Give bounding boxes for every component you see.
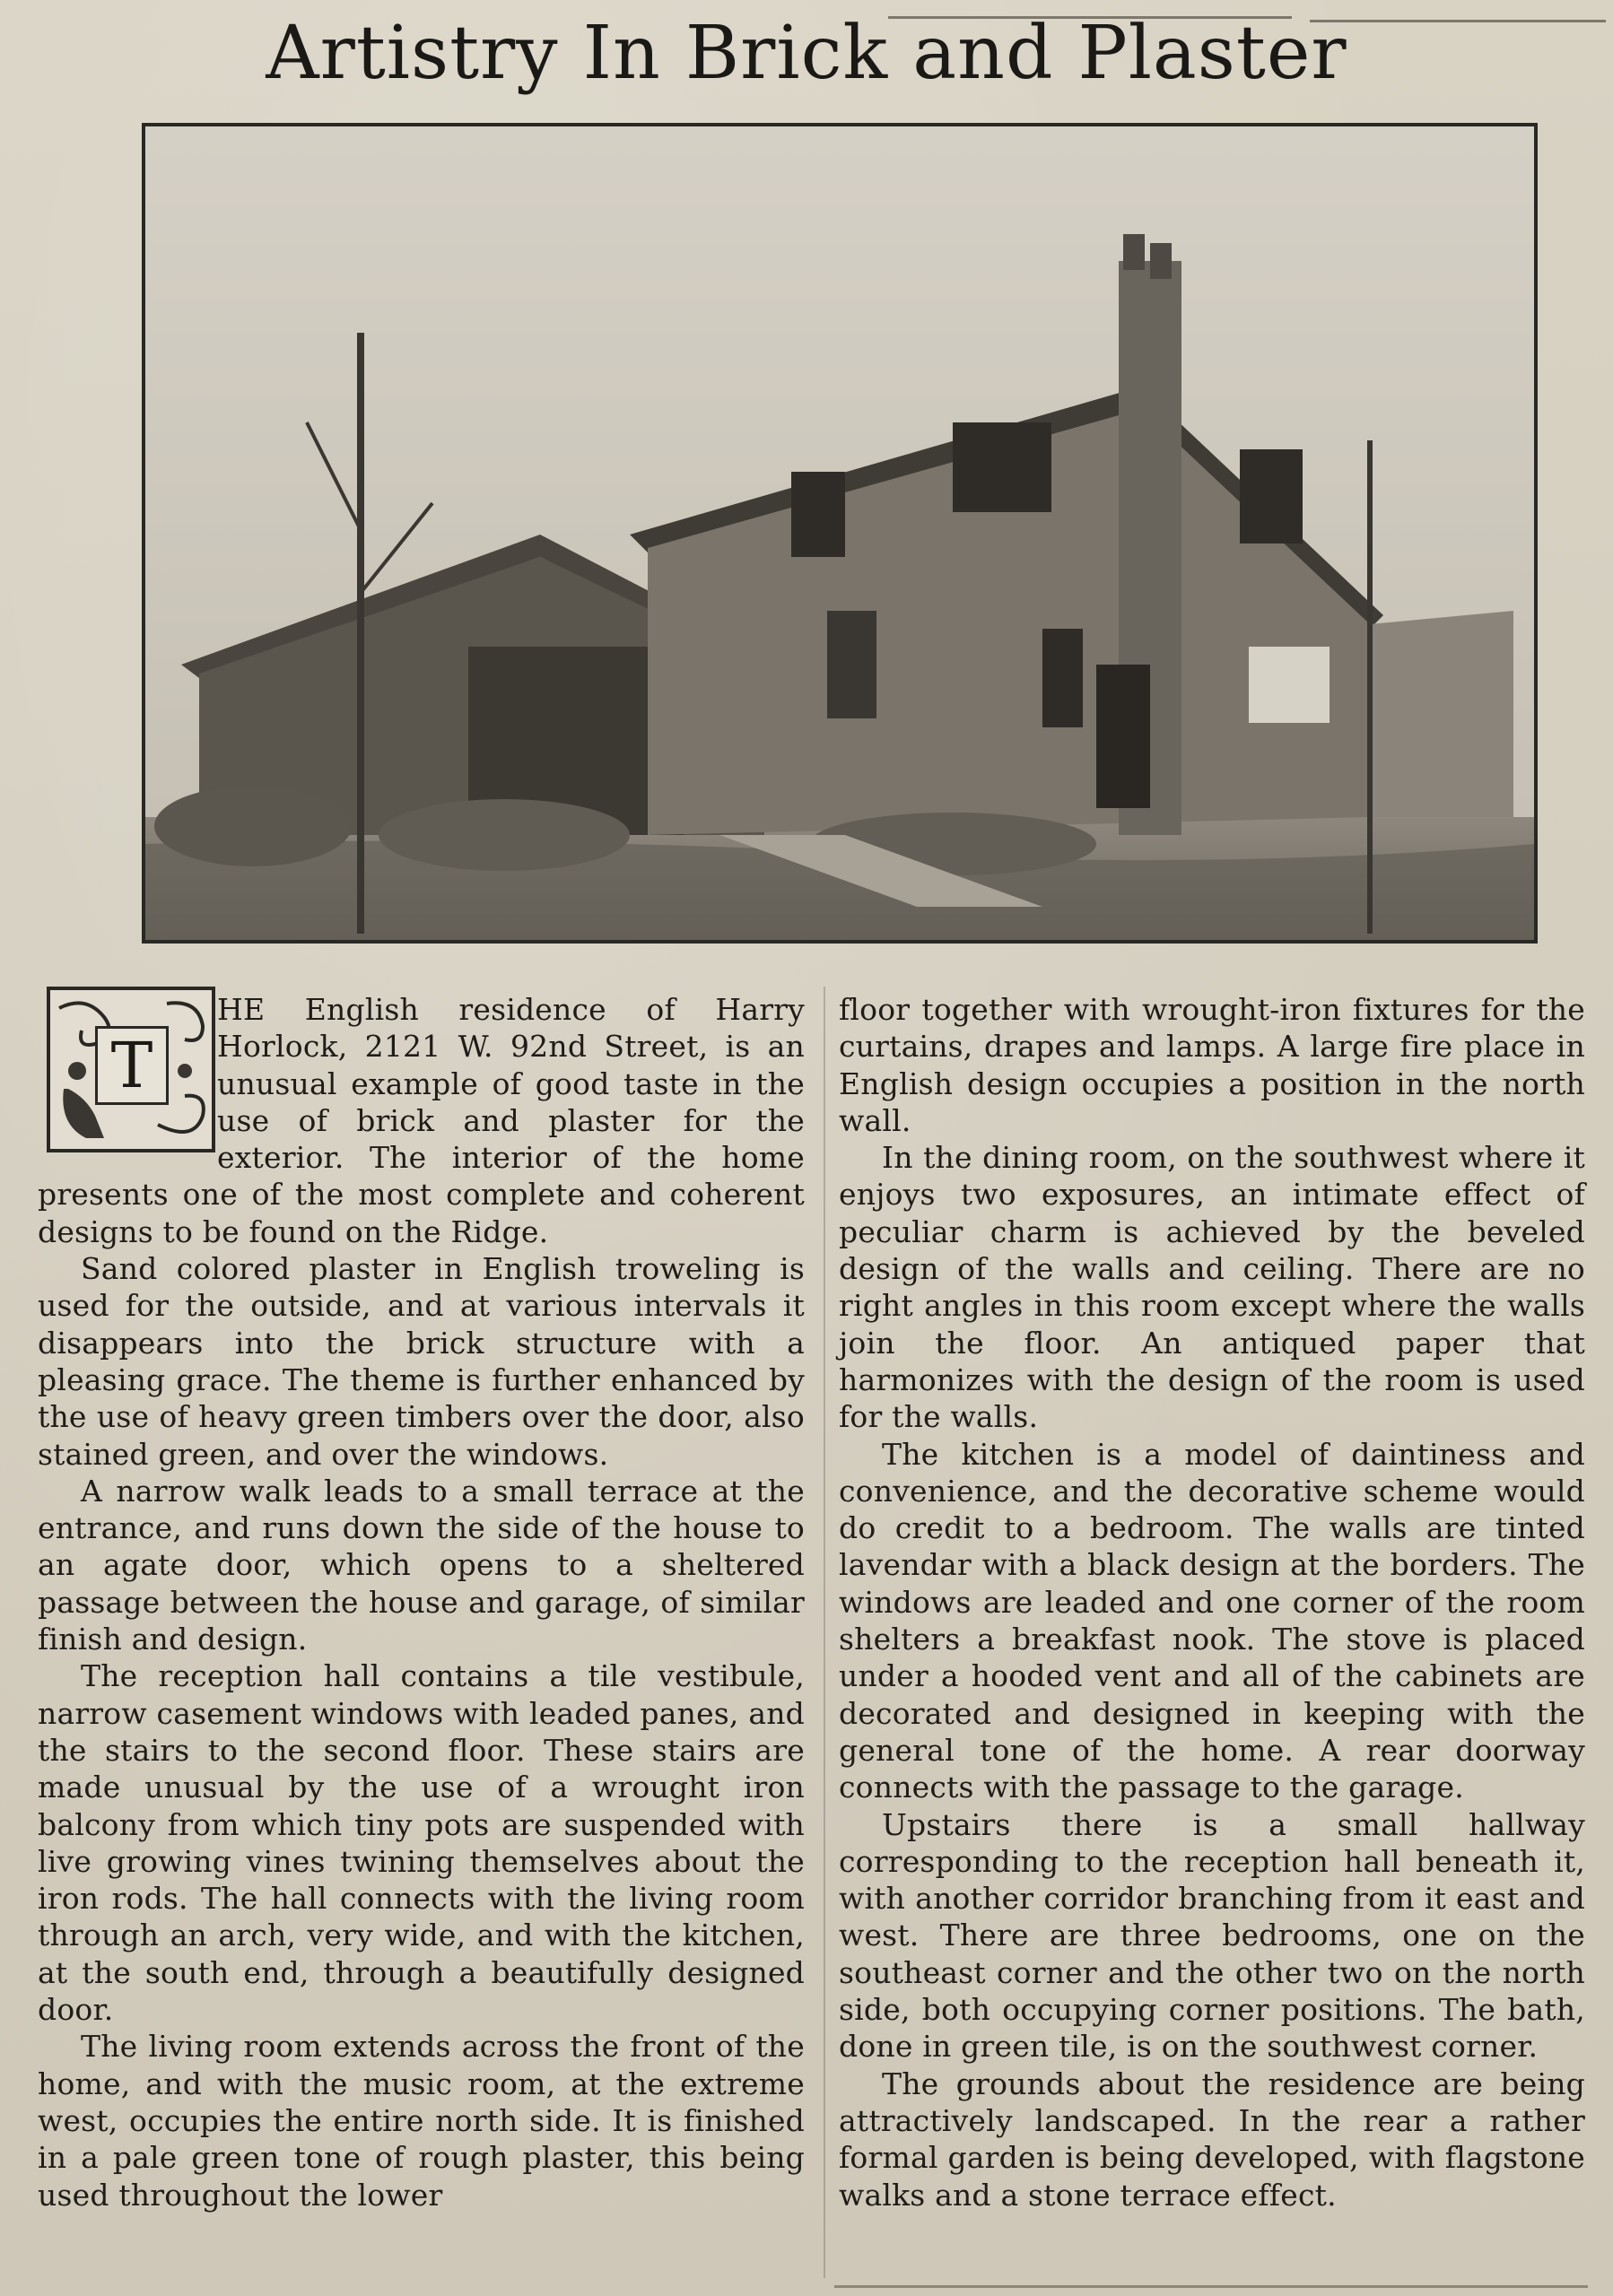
headline: Artistry In Brick and Plaster	[266, 11, 1347, 96]
paragraph: The reception hall contains a tile vestibule, narrow casement windows with leaded panes, and the stairs to the second floor. These stairs are made unusual by the use of a wrought iron balcony from which tiny pots are suspended with live growing vines twining themselves about the iron rods. The hall connects with the living room through an arch, very wide, and with the kitchen, at the south end, through a beautifully designed door.	[38, 1658, 805, 2028]
paragraph: The kitchen is a model of daintiness and convenience, and the decorative scheme would do credit to a bedroom. The walls are tinted lavendar with a black design at the borders. The windows are leaded and one corner of the room shelters a breakfast nook. The stove is placed under a hooded vent and all of the cabinets are decorated and designed in keeping with the general tone of the home. A rear doorway connects with the passage to the garage.	[839, 1436, 1585, 1805]
bottom-rule	[834, 2285, 1588, 2288]
paragraph: A narrow walk leads to a small terrace at the entrance, and runs down the side of the house to an agate door, which opens to a sheltered passage between the house and garage, of similar finish and design.	[38, 1473, 805, 1657]
dropcap-space	[38, 991, 217, 1158]
article-column-left	[38, 991, 805, 2213]
paragraph: The grounds about the residence are being attractively landscaped. In the rear a rather formal garden is being developed, with flagstone walks and a stone terrace effect.	[839, 2066, 1585, 2213]
house-illustration	[145, 126, 1534, 940]
paragraph: The living room extends across the front of the home, and with the music room, at the extreme west, occupies the entire north side. It is finished in a pale green tone of rough plaster, this being used throughout the lower	[38, 2029, 805, 2213]
column-divider	[824, 987, 825, 2278]
paragraph: Upstairs there is a small hallway corresponding to the reception hall beneath it, with another corridor branching from it east and west. There are three bedrooms, one on the southeast corner and the other two on the north side, both occupying corner positions. The bath, done in green tile, is on the southwest corner.	[839, 1806, 1585, 2065]
article-column-right	[839, 991, 1585, 2213]
paragraph: Sand colored plaster in English troweling is used for the outside, and at various intervals it disappears into the brick structure with a pleasing grace. The theme is further enhanced by the use of heavy green timbers over the door, also stained green, and over the windows.	[38, 1251, 805, 1472]
paragraph: floor together with wrought-iron fixtures for the curtains, drapes and lamps. A large fire place in English design occupies a position in the north wall.	[839, 992, 1585, 1138]
house-photo	[142, 123, 1538, 944]
dropcap-letter: T	[95, 1026, 169, 1105]
paragraph: In the dining room, on the southwest where it enjoys two exposures, an intimate effect of peculiar charm is achieved by the beveled design of the walls and ceiling. There are no right angles in this room except where the walls join the floor. An antiqued paper that harmonizes with the design of the room is used for the walls.	[839, 1140, 1585, 1435]
paragraph: HE English residence of Harry Horlock, 2121 W. 92nd Street, is an unusual example of good taste in the use of brick and plaster for the exterior. The interior of the home presents one of the most complete and coherent designs to be found on the Ridge.	[38, 992, 805, 1249]
